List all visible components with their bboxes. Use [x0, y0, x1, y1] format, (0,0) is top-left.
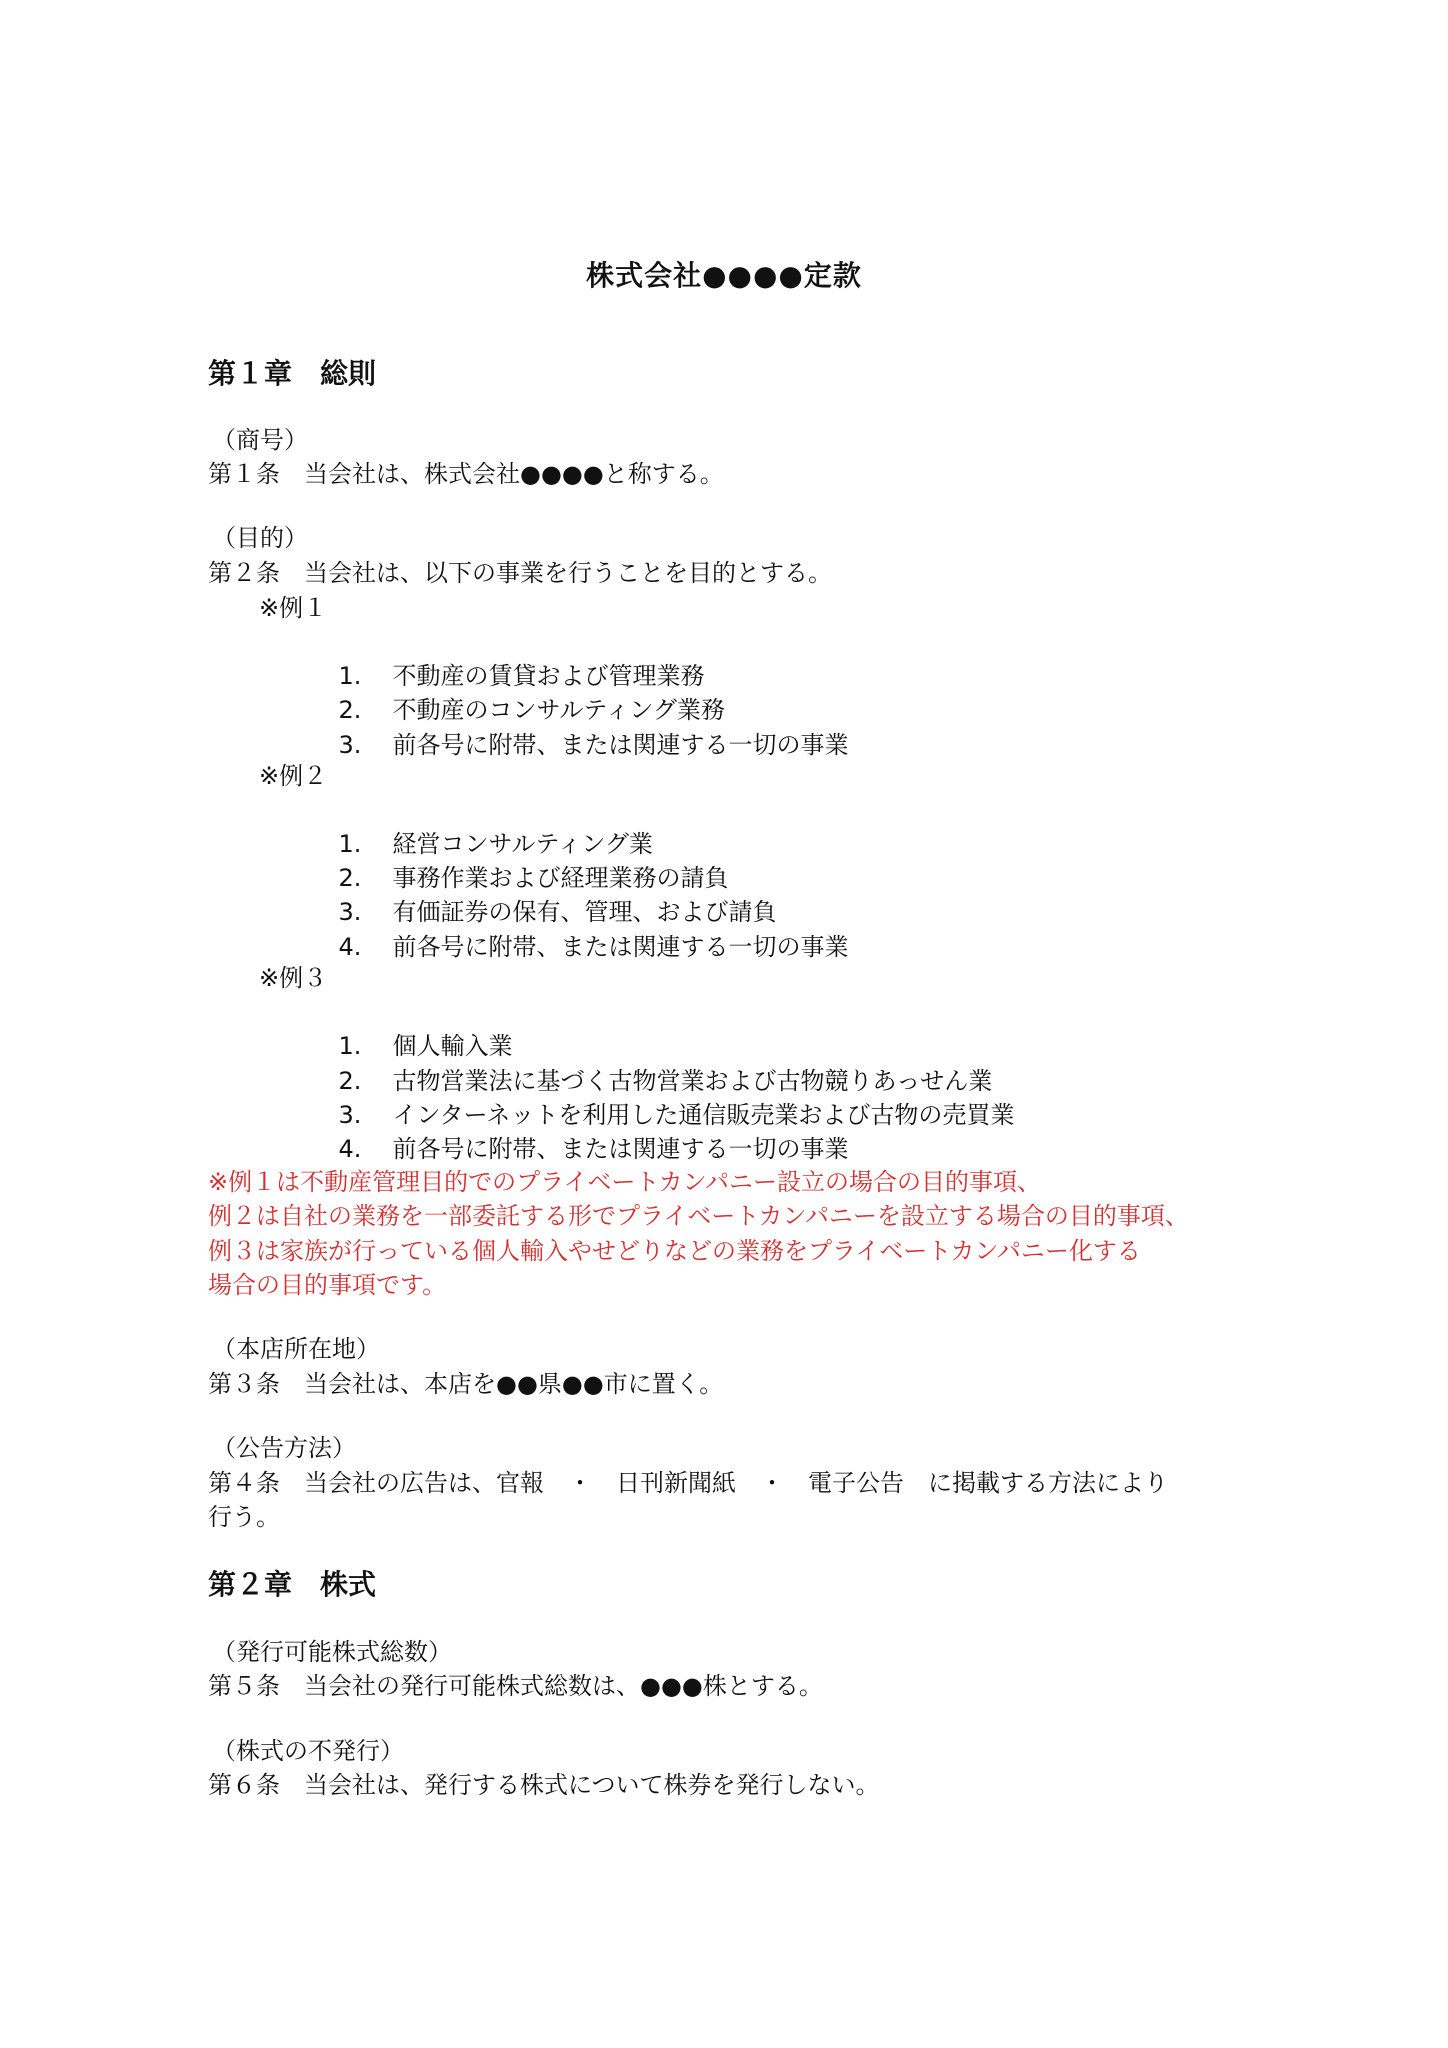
list-item-number: 3. [338, 731, 362, 759]
list-item-text: 経営コンサルティング業 [392, 830, 653, 858]
document-title: 株式会社●●●●定款 [586, 259, 862, 292]
list-item [308, 694, 849, 796]
list-item-text: 前各号に附帯、または関連する一切の事業 [392, 1135, 849, 1163]
purpose-note-line-1: ※例１は不動産管理目的でのプライベートカンパニー設立の場合の目的事項、 [208, 1168, 1041, 1196]
article-1-text: 第１条 当会社は、株式会社●●●●と称する。 [208, 460, 724, 488]
list-item-number: 1. [338, 830, 362, 858]
list-item-number: 2. [338, 696, 362, 724]
list-item-text: 前各号に附帯、または関連する一切の事業 [392, 933, 849, 961]
article-5-caption: （発行可能株式総数） [212, 1638, 452, 1666]
purpose-note-line-4: 場合の目的事項です。 [208, 1271, 447, 1299]
article-2-text: 第２条 当会社は、以下の事業を行うことを目的とする。 [208, 559, 832, 587]
list-item-text: 個人輸入業 [392, 1032, 513, 1060]
purpose-note-line-3: 例３は家族が行っている個人輸入やせどりなどの業務をプライベートカンパニー化する [208, 1237, 1141, 1265]
example-1-label: ※例１ [259, 594, 328, 622]
list-item-text: 事務作業および経理業務の請負 [392, 864, 729, 892]
example-2-label: ※例２ [259, 762, 328, 790]
list-item-text: 不動産の賃貸および管理業務 [392, 662, 705, 690]
article-1-caption: （商号） [212, 426, 308, 454]
chapter-1-heading: 第１章 総則 [208, 357, 377, 390]
list-item-text: 前各号に附帯、または関連する一切の事業 [392, 731, 849, 759]
list-item-number: 2. [338, 864, 362, 892]
article-5-text: 第５条 当会社の発行可能株式総数は、●●●株とする。 [208, 1672, 823, 1700]
list-item-number: 4. [338, 933, 362, 961]
list-item-text: 古物営業法に基づく古物営業および古物競りあっせん業 [392, 1067, 993, 1095]
article-3-text: 第３条 当会社は、本店を●●県●●市に置く。 [208, 1370, 724, 1398]
list-item-number: 3. [338, 898, 362, 926]
article-4-text-line-1: 第４条 当会社の広告は、官報 ・ 日刊新聞紙 ・ 電子公告 に掲載する方法により [208, 1469, 1168, 1497]
list-item [308, 896, 849, 998]
article-4-text-line-2: 行う。 [208, 1503, 280, 1531]
article-2-caption: （目的） [212, 524, 308, 552]
list-item-text: 有価証券の保有、管理、および請負 [392, 898, 777, 926]
article-6-text: 第６条 当会社は、発行する株式について株券を発行しない。 [208, 1771, 880, 1799]
list-item-text: インターネットを利用した通信販売業および古物の売買業 [392, 1101, 1015, 1129]
list-item-number: 1. [338, 662, 362, 690]
chapter-2-heading: 第２章 株式 [208, 1568, 377, 1601]
list-item-number: 4. [338, 1135, 362, 1163]
list-item-number: 3. [338, 1101, 362, 1129]
purpose-note-line-2: 例２は自社の業務を一部委託する形でプライベートカンパニーを設立する場合の目的事項、 [208, 1202, 1189, 1230]
article-4-caption: （公告方法） [212, 1434, 356, 1462]
article-3-caption: （本店所在地） [212, 1335, 380, 1363]
article-6-caption: （株式の不発行） [212, 1737, 404, 1765]
example-3-label: ※例３ [259, 964, 328, 992]
list-item-number: 2. [338, 1067, 362, 1095]
list-item-number: 1. [338, 1032, 362, 1060]
list-item-text: 不動産のコンサルティング業務 [392, 696, 725, 724]
